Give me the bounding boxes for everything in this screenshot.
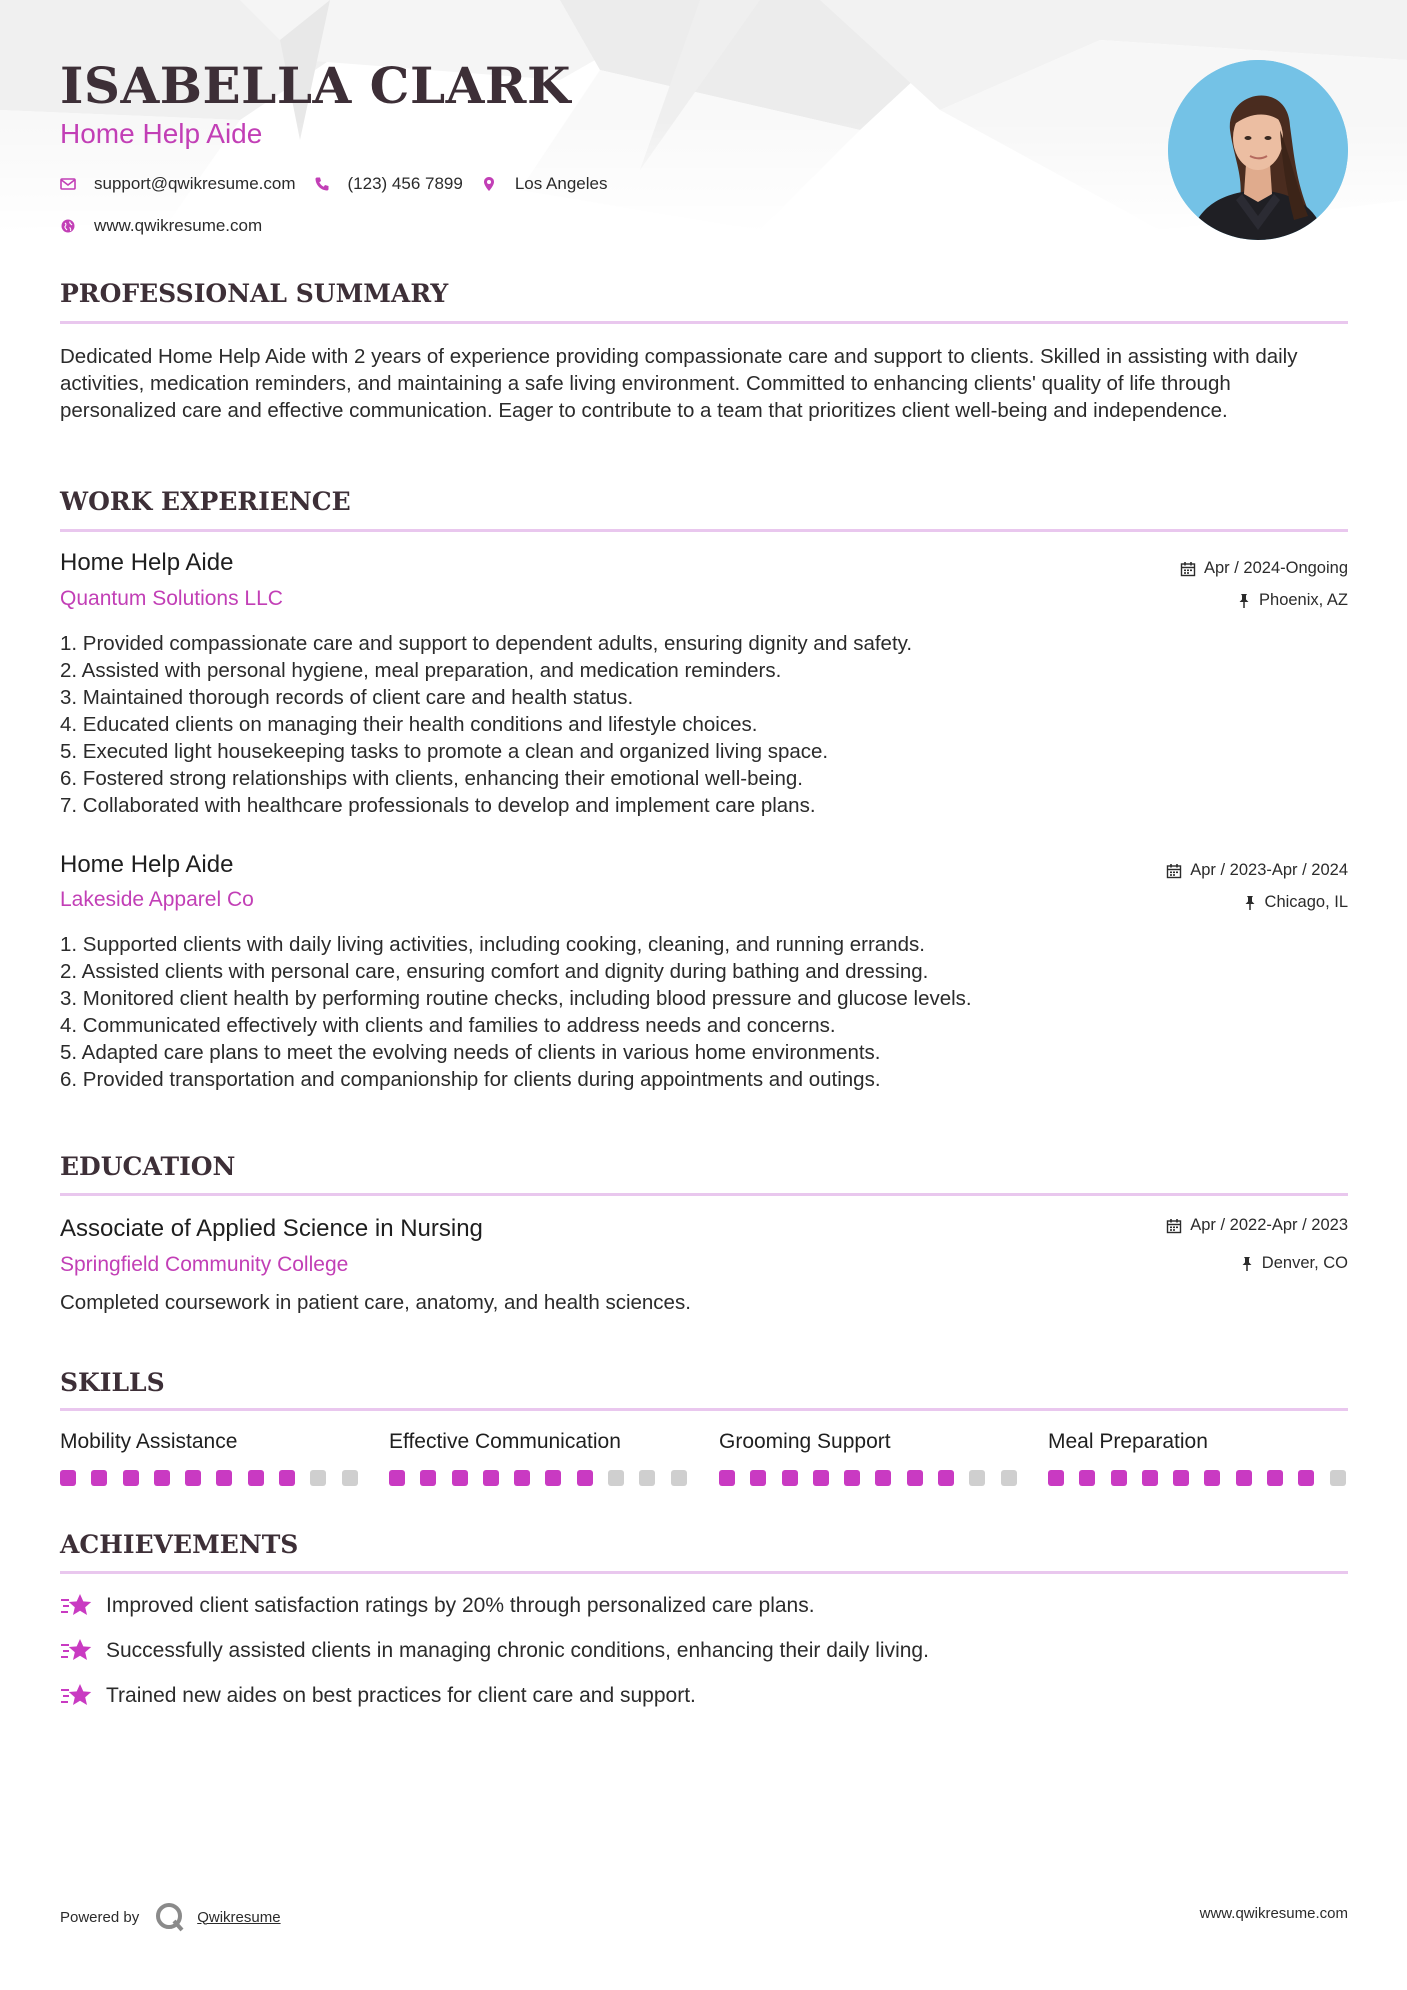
skill-dot-filled <box>91 1470 107 1486</box>
skill-rating <box>60 1470 360 1486</box>
section-divider <box>60 1408 1348 1411</box>
job-location <box>1243 893 1348 912</box>
powered-by-label: Powered by <box>60 1908 140 1926</box>
skill-dot-empty <box>1330 1470 1346 1486</box>
company-name: Lakeside Apparel Co <box>60 888 254 911</box>
skill-item <box>389 1430 689 1486</box>
calendar-icon <box>1166 1218 1182 1234</box>
website-link[interactable]: www.qwikresume.com <box>94 216 263 235</box>
skill-dot-filled <box>216 1470 232 1486</box>
calendar-icon <box>1180 561 1196 577</box>
skill-dot-filled <box>1079 1470 1095 1486</box>
envelope-icon <box>60 176 76 192</box>
section-divider <box>60 1193 1348 1196</box>
skill-dot-filled <box>452 1470 468 1486</box>
list-item: 7. Collaborated with healthcare professionals to develop and implement care plans. <box>60 794 816 817</box>
shooting-star-icon <box>60 1637 92 1665</box>
skill-dot-filled <box>1298 1470 1314 1486</box>
education-description: Completed coursework in patient care, anatomy, and health sciences. <box>60 1291 691 1314</box>
phone-number: (123) 456 7899 <box>347 174 463 193</box>
education-location <box>1240 1254 1348 1273</box>
section-divider <box>60 321 1348 324</box>
skill-dot-filled <box>123 1470 139 1486</box>
degree-name: Associate of Applied Science in Nursing <box>60 1215 483 1242</box>
education-location-text: Denver, CO <box>1261 1254 1348 1272</box>
skill-rating <box>1048 1470 1348 1486</box>
phone-icon <box>314 176 330 192</box>
job-dates <box>1166 861 1348 880</box>
list-item: 1. Supported clients with daily living activities, including cooking, cleaning, and running errands. <box>60 933 925 956</box>
globe-icon <box>60 218 76 234</box>
skill-dot-filled <box>844 1470 860 1486</box>
job-location-text: Chicago, IL <box>1264 893 1348 911</box>
list-item: 2. Assisted with personal hygiene, meal preparation, and medication reminders. <box>60 659 782 682</box>
skill-rating <box>389 1470 689 1486</box>
skill-dot-filled <box>545 1470 561 1486</box>
skill-dot-filled <box>938 1470 954 1486</box>
job-location <box>1237 591 1348 610</box>
job-dates-text: Apr / 2024-Ongoing <box>1203 559 1348 577</box>
skill-dot-filled <box>483 1470 499 1486</box>
skill-dot-empty <box>608 1470 624 1486</box>
list-item: 3. Maintained thorough records of client care and health status. <box>60 686 634 709</box>
company-name: Quantum Solutions LLC <box>60 587 283 610</box>
job-dates <box>1180 559 1348 578</box>
school-name: Springfield Community College <box>60 1253 349 1276</box>
skill-dot-empty <box>639 1470 655 1486</box>
list-item: 4. Communicated effectively with clients and families to address needs and concerns. <box>60 1014 836 1037</box>
location: Los Angeles <box>514 174 608 193</box>
list-item: 1. Provided compassionate care and support to dependent adults, ensuring dignity and safety. <box>60 632 913 655</box>
achievement-item <box>60 1682 696 1710</box>
skill-label: Effective Communication <box>389 1430 621 1453</box>
qwikresume-logo-icon <box>153 1900 187 1934</box>
footer-powered-by <box>60 1900 281 1934</box>
skill-rating <box>719 1470 1019 1486</box>
skill-dot-filled <box>514 1470 530 1486</box>
skill-dot-filled <box>1173 1470 1189 1486</box>
skill-dot-filled <box>719 1470 735 1486</box>
skill-dot-empty <box>1001 1470 1017 1486</box>
skill-dot-filled <box>750 1470 766 1486</box>
avatar <box>1168 60 1348 240</box>
duties-list <box>60 931 1340 1093</box>
skill-dot-empty <box>671 1470 687 1486</box>
skill-label: Grooming Support <box>719 1430 891 1453</box>
skill-dot-filled <box>154 1470 170 1486</box>
footer-website-link[interactable]: www.qwikresume.com <box>1199 1905 1348 1922</box>
skill-dot-filled <box>1267 1470 1283 1486</box>
skill-dot-filled <box>60 1470 76 1486</box>
skill-item <box>1048 1430 1348 1486</box>
shooting-star-icon <box>60 1592 92 1620</box>
job-dates-text: Apr / 2023-Apr / 2024 <box>1190 861 1348 879</box>
skill-dot-filled <box>248 1470 264 1486</box>
skill-dot-filled <box>1142 1470 1158 1486</box>
skill-item <box>719 1430 1019 1486</box>
shooting-star-icon <box>60 1682 92 1710</box>
email-link[interactable]: support@qwikresume.com <box>94 174 296 193</box>
achievements-heading: ACHIEVEMENTS <box>60 1530 299 1559</box>
summary-heading: PROFESSIONAL SUMMARY <box>60 279 449 308</box>
skills-heading: SKILLS <box>60 1368 165 1397</box>
skill-label: Meal Preparation <box>1048 1430 1208 1453</box>
qwikresume-link[interactable]: Qwikresume <box>197 1908 281 1926</box>
list-item: 3. Monitored client health by performing routine checks, including blood pressure and glucose levels. <box>60 987 972 1010</box>
list-item: 5. Executed light housekeeping tasks to promote a clean and organized living space. <box>60 740 829 763</box>
list-item: 6. Provided transportation and companionship for clients during appointments and outings. <box>60 1068 881 1091</box>
achievement-text: Successfully assisted clients in managing chronic conditions, enhancing their daily living. <box>106 1639 929 1662</box>
achievement-item <box>60 1637 929 1665</box>
achievement-item <box>60 1592 815 1620</box>
website-row <box>60 216 280 236</box>
candidate-title: Home Help Aide <box>60 118 263 149</box>
skill-dot-filled <box>1236 1470 1252 1486</box>
education-dates <box>1166 1216 1348 1235</box>
contact-row <box>60 174 625 194</box>
skill-dot-filled <box>420 1470 436 1486</box>
skill-label: Mobility Assistance <box>60 1430 238 1453</box>
summary-text: Dedicated Home Help Aide with 2 years of experience providing compassionate care and support to clients. Skilled in assisting with daily activities, medication reminders, and maintaining a safe living environment. Committed to enhancing clients' quality of life through personalized care and effective communication. Eager to contribute to a team that prioritizes client well-being and independence. <box>60 345 1298 422</box>
skill-dot-filled <box>185 1470 201 1486</box>
section-divider <box>60 1571 1348 1574</box>
profile-photo <box>1168 60 1348 240</box>
candidate-name: ISABELLA CLARK <box>60 56 571 115</box>
calendar-icon <box>1166 863 1182 879</box>
skill-dot-filled <box>782 1470 798 1486</box>
skill-dot-filled <box>577 1470 593 1486</box>
list-item: 4. Educated clients on managing their health conditions and lifestyle choices. <box>60 713 758 736</box>
education-dates-text: Apr / 2022-Apr / 2023 <box>1190 1216 1348 1234</box>
location-pin-icon <box>481 176 497 192</box>
skill-dot-filled <box>279 1470 295 1486</box>
job-title: Home Help Aide <box>60 851 234 878</box>
skill-dot-empty <box>342 1470 358 1486</box>
skill-dot-filled <box>907 1470 923 1486</box>
experience-heading: WORK EXPERIENCE <box>60 487 351 516</box>
pushpin-icon <box>1243 895 1257 911</box>
skill-dot-filled <box>389 1470 405 1486</box>
pushpin-icon <box>1237 593 1251 609</box>
list-item: 5. Adapted care plans to meet the evolving needs of clients in various home environments. <box>60 1041 881 1064</box>
skill-item <box>60 1430 360 1486</box>
list-item: 6. Fostered strong relationships with clients, enhancing their emotional well-being. <box>60 767 803 790</box>
duties-list <box>60 630 1340 819</box>
achievement-text: Improved client satisfaction ratings by 20% through personalized care plans. <box>106 1594 815 1617</box>
skill-dot-filled <box>1111 1470 1127 1486</box>
skill-dot-filled <box>1048 1470 1064 1486</box>
skill-dot-filled <box>875 1470 891 1486</box>
job-location-text: Phoenix, AZ <box>1259 591 1348 609</box>
pushpin-icon <box>1240 1256 1254 1272</box>
achievement-text: Trained new aides on best practices for client care and support. <box>106 1684 696 1707</box>
skill-dot-filled <box>1204 1470 1220 1486</box>
section-divider <box>60 529 1348 532</box>
skill-dot-empty <box>969 1470 985 1486</box>
list-item: 2. Assisted clients with personal care, ensuring comfort and dignity during bathing and dressing. <box>60 960 929 983</box>
skill-dot-empty <box>310 1470 326 1486</box>
education-heading: EDUCATION <box>60 1152 236 1181</box>
job-title: Home Help Aide <box>60 549 234 576</box>
skill-dot-filled <box>813 1470 829 1486</box>
